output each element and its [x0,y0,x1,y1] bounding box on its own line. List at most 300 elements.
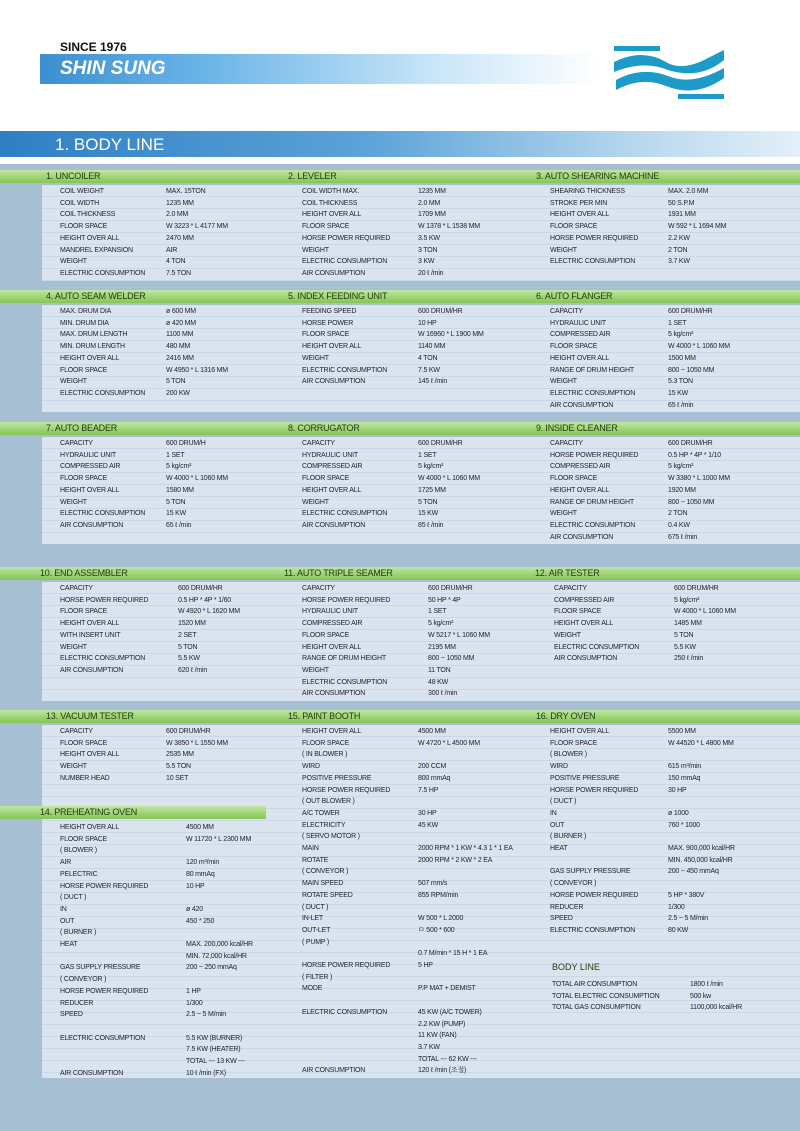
spec-value: 200 CCM [418,763,447,771]
spec-label: HEIGHT OVER ALL [302,211,362,219]
spec-value: 15 KW [418,510,439,518]
spec-value: 675 ℓ /min [668,533,698,541]
spec-label: HORSE POWER REQUIRED [550,891,639,899]
spec-value: MIN. 72,000 kcal/HR [186,952,247,960]
spec-value: 11 TON [428,666,451,674]
spec-label: HEIGHT OVER ALL [302,486,362,494]
spec-label: AIR CONSUMPTION [554,655,618,663]
spec-label: COMPRESSED AIR [554,596,615,604]
spec-label: ELECTRIC CONSUMPTION [550,521,636,529]
spec-label: ( OUT BLOWER ) [302,798,355,806]
spec-value: 7.5 TON [166,269,191,277]
spec-value: 1235 MM [166,199,194,207]
spec-label: HORSE POWER REQUIRED [60,596,149,604]
spec-value: 65 ℓ /min [668,401,694,409]
spec-value: 0.5 HP * 4P * 1/10 [668,451,721,459]
spec-label: ( BLOWER ) [550,751,587,759]
summary-value: 500 kw [690,992,711,1000]
spec-value: 1485 MM [674,620,702,628]
spec-label: WEIGHT [302,354,329,362]
spec-label: HEIGHT OVER ALL [60,486,120,494]
spec-value: 1 SET [166,451,185,459]
section-title: 5. INDEX FEEDING UNIT [288,291,388,301]
spec-label: FLOOR SPACE [60,475,108,483]
spec-label: WEIGHT [550,378,577,386]
spec-label: HORSE POWER REQUIRED [550,234,639,242]
spec-label: HEAT [550,845,568,852]
spec-value: 200 ~ 250 mmAq [186,964,237,972]
spec-value: 1709 MM [418,211,446,219]
spec-label: COIL WIDTH [60,199,99,207]
spec-value: 3.7 KW [418,1043,440,1051]
spec-value: 5 kg/cm² [166,463,192,471]
spec-value: 80 mmAq [186,870,215,878]
spec-label: FLOOR SPACE [60,608,108,616]
spec-value: 2416 MM [166,354,194,362]
spec-value: 10 HP [418,319,437,327]
spec-value: W 500 * L 2000 [418,915,464,923]
section-title: 11. AUTO TRIPLE SEAMER [284,568,393,578]
spec-label: HEIGHT OVER ALL [60,824,120,831]
brand-banner [40,54,600,84]
spec-value: 615 m³/min [668,763,702,771]
spec-value: 5 kg/cm² [668,331,694,339]
spec-value: TOTAL --- 62 KW --- [418,1055,477,1063]
spec-value: 2.2 KW (PUMP) [418,1020,466,1028]
spec-value: 5 kg/cm² [418,463,444,471]
spec-label: CAPACITY [302,440,335,447]
spec-label: ELECTRIC CONSUMPTION [60,655,146,663]
section-band [0,806,266,819]
spec-value: W 4000 * L 1060 MM [418,475,480,483]
spec-value: 30 HP [668,786,687,794]
spec-value: 85 ℓ /min [418,521,444,529]
spec-label: ELECTRIC CONSUMPTION [302,1008,388,1016]
spec-value: 4500 MM [418,728,446,735]
section-band [0,567,800,580]
spec-value: 1580 MM [166,486,194,494]
spec-label: FLOOR SPACE [302,331,350,339]
section-title: 1. UNCOILER [46,171,101,181]
spec-value: 1500 MM [668,354,696,362]
spec-label: ELECTRIC CONSUMPTION [302,510,388,518]
spec-value: W 4950 * L 1316 MM [166,366,228,374]
section-title: 1. BODY LINE [55,135,165,154]
spec-label: WEIGHT [60,258,87,266]
spec-label: COIL THICKNESS [60,211,116,219]
spec-value: 3 KW [418,258,435,266]
spec-label: CAPACITY [550,440,583,447]
spec-label: HEIGHT OVER ALL [550,211,610,219]
spec-label: CAPACITY [554,585,587,592]
spec-value: 0.7 M/min * 15 H * 1 EA [418,950,488,958]
spec-label: WITH INSERT UNIT [60,631,121,639]
spec-value: 600 DRUM/HR [668,308,713,315]
spec-label: HEIGHT OVER ALL [302,343,362,351]
spec-value: 4 TON [166,258,186,266]
spec-label: HORSE POWER REQUIRED [302,234,391,242]
spec-label: ELECTRIC CONSUMPTION [302,366,388,374]
spec-label: HORSE POWER REQUIRED [60,882,149,890]
spec-value: 1/300 [186,999,203,1007]
section-title: 4. AUTO SEAM WELDER [46,291,146,301]
spec-label: CAPACITY [550,308,583,315]
spec-label: ELECTRIC CONSUMPTION [554,643,640,651]
spec-value: 800 ~ 1050 MM [668,366,715,374]
spec-value: 150 mmAq [668,774,701,782]
spec-label: NUMBER HEAD [60,774,110,782]
spec-value: 45 KW [418,821,439,829]
spec-value: 45 KW (A/C TOWER) [418,1008,482,1016]
spec-label: RANGE OF DRUM HEIGHT [550,366,634,374]
spec-value: 5 HP [418,962,433,969]
spec-value: W 4920 * L 1620 MM [178,608,240,616]
spec-value: 120 m³/min [186,859,220,867]
spec-label: ELECTRIC CONSUMPTION [60,1034,146,1042]
spec-label: COMPRESSED AIR [60,463,121,471]
spec-value: 2.0 MM [418,199,441,207]
spec-value: 600 DRUM/HR [418,440,463,447]
spec-label: MAX. DRUM DIA [60,308,112,315]
spec-value: 600 DRUM/HR [428,585,473,592]
spec-label: MIN. DRUM LENGTH [60,343,125,351]
spec-value: 760 * 1000 [668,821,700,829]
spec-value: 5 TON [418,498,438,506]
spec-value: ø 1000 [668,809,689,817]
spec-label: ( PUMP ) [302,938,330,946]
spec-value: 1/300 [668,903,685,911]
spec-label: SPEED [60,1011,83,1019]
spec-value: 20 ℓ /min [418,269,444,277]
spec-value: 300 ℓ /min [428,690,458,698]
spec-label: HORSE POWER [302,319,354,327]
spec-label: HEAT [60,941,78,948]
spec-value: 1520 MM [178,620,206,628]
spec-value: MAX. 900,000 kcal/HR [668,845,735,852]
shin-sung-logo-icon [612,40,728,104]
spec-value: 800 mmAq [418,774,451,782]
spec-value: 50 HP * 4P [428,596,461,604]
spec-value: 5 TON [178,643,198,651]
spec-value: 48 KW [428,678,449,686]
spec-label: FLOOR SPACE [60,223,108,231]
spec-label: COMPRESSED AIR [302,463,363,471]
spec-label: ELECTRIC CONSUMPTION [302,678,388,686]
spec-value: MAX. 15TON [166,188,206,195]
section-title: 8. CORRUGATOR [288,423,360,433]
spec-value: W 3380 * L 1000 MM [668,475,730,483]
spec-value: 1235 MM [418,188,446,195]
spec-label: ELECTRIC CONSUMPTION [550,389,636,397]
spec-label: ( BURNER ) [550,833,587,841]
spec-label: HEIGHT OVER ALL [302,643,362,651]
section-title: 15. PAINT BOOTH [288,711,361,721]
spec-label: WIRD [550,763,568,771]
spec-label: FLOOR SPACE [550,475,598,483]
spec-value: W 4000 * L 1060 MM [668,343,730,351]
spec-value: W 44520 * L 4800 MM [668,739,734,747]
spec-label: HEIGHT OVER ALL [550,486,610,494]
spec-label: IN-LET [302,915,323,923]
spec-value: P.P MAT + DEMIST [418,985,476,993]
spec-label: HEIGHT OVER ALL [60,354,120,362]
section-title: 16. DRY OVEN [536,711,596,721]
spec-label: STROKE PER MIN [550,199,608,207]
spec-value: 800 ~ 1050 MM [668,498,715,506]
spec-label: ( SERVO MOTOR ) [302,833,360,841]
spec-value: 1 SET [668,319,687,327]
spec-label: ( BLOWER ) [60,847,97,855]
spec-value: 10 HP [186,882,205,890]
spec-label: COIL WEIGHT [60,188,104,195]
spec-label: CAPACITY [302,585,335,592]
brand-name: SHIN SUNG [60,58,166,79]
spec-value: 5 TON [166,378,186,386]
summary-value: 1800 ℓ /min [690,981,723,988]
spec-value: 2000 RPM * 1 KW * 4.3 1 * 1 EA [418,845,513,852]
spec-label: AIR CONSUMPTION [550,401,614,409]
spec-value: TOTAL --- 13 KW --- [186,1058,245,1065]
section-band [0,170,800,183]
spec-label: HORSE POWER REQUIRED [550,451,639,459]
spec-value: 2195 MM [428,643,456,651]
spec-label: FLOOR SPACE [550,223,598,231]
summary-title: BODY LINE [552,962,600,972]
spec-label: HYDRAULIC UNIT [302,451,358,459]
spec-value: W 4000 * L 1060 MM [166,475,228,483]
spec-label: MAIN SPEED [302,880,344,888]
spec-label: HORSE POWER REQUIRED [302,596,391,604]
spec-value: MAX. 2.0 MM [668,188,709,195]
spec-label: COIL THICKNESS [302,199,358,207]
spec-label: OUT [550,821,565,829]
spec-value: 600 DRUM/HR [418,308,463,315]
since-label: SINCE 1976 [60,40,127,54]
spec-label: HEIGHT OVER ALL [60,620,120,628]
spec-label: HEIGHT OVER ALL [550,728,610,735]
spec-value: 5 TON [166,498,186,506]
section-title-banner [0,131,800,157]
spec-label: ( CONVEYOR ) [550,880,597,888]
spec-value: 5.5 KW [178,655,200,663]
spec-value: 250 ℓ /min [674,655,704,663]
spec-label: SHEARING THICKNESS [550,188,625,195]
summary-label: TOTAL ELECTRIC CONSUMPTION [552,992,660,1000]
spec-label: WEIGHT [302,666,329,674]
spec-value: W 1378 * L 1538 MM [418,223,480,231]
spec-value: 1725 MM [418,486,446,494]
spec-label: MIN. DRUM DIA [60,319,109,327]
spec-value: 450 * 250 [186,917,215,925]
spec-value: W 3223 * L 4177 MM [166,223,228,231]
spec-value: W 16960 * L 1900 MM [418,331,484,339]
spec-label: HORSE POWER REQUIRED [302,786,391,794]
spec-label: A/C TOWER [302,809,340,817]
spec-value: 120 ℓ /min (조절) [418,1067,467,1075]
spec-label: COIL WIDTH MAX. [302,188,360,195]
spec-label: GAS SUPPLY PRESSURE [60,964,141,972]
spec-value: 855 RPM/min [418,891,459,899]
section-title: 9. INSIDE CLEANER [536,423,618,433]
spec-value: 200 ~ 450 mmAq [668,868,719,876]
spec-label: HEIGHT OVER ALL [60,234,120,242]
spec-label: HEIGHT OVER ALL [60,751,120,759]
spec-value: 1 HP [186,987,201,995]
spec-label: FLOOR SPACE [302,739,350,747]
spec-label: FLOOR SPACE [302,475,350,483]
spec-label: HYDRAULIC UNIT [60,451,116,459]
spec-label: MAX. DRUM LENGTH [60,331,128,339]
spec-value: 3.7 KW [668,258,690,266]
spec-value: W 592 * L 1694 MM [668,223,727,231]
spec-value: W 5217 * L 1060 MM [428,631,490,639]
spec-sheet [0,164,800,1131]
section-title: 7. AUTO BEADER [46,423,118,433]
spec-label: ELECTRIC CONSUMPTION [60,269,146,277]
spec-value: MAX. 200,000 kcal/HR [186,941,253,948]
spec-label: ( DUCT ) [60,894,87,902]
spec-value: 5500 MM [668,728,696,735]
spec-value: 145 ℓ /min [418,378,448,386]
spec-value: 2470 MM [166,234,194,242]
spec-label: ELECTRIC CONSUMPTION [550,258,636,266]
spec-value: 5.5 KW (BURNER) [186,1034,243,1042]
spec-value: 7.5 HP [418,786,439,794]
spec-value: 3 TON [418,246,438,254]
spec-label: ELECTRIC CONSUMPTION [550,926,636,934]
spec-label: FLOOR SPACE [554,608,602,616]
spec-value: 65 ℓ /min [166,521,192,529]
spec-value: 200 KW [166,389,190,397]
spec-label: HEIGHT OVER ALL [550,354,610,362]
spec-label: FLOOR SPACE [60,739,108,747]
spec-value: 1140 MM [418,343,446,351]
spec-value: 600 DRUM/HR [674,585,719,592]
spec-label: FLOOR SPACE [60,366,108,374]
spec-label: ( CONVEYOR ) [60,976,107,984]
spec-value: 2.5 ~ 5 M/min [186,1011,227,1019]
spec-value: ㅁ 500 * 600 [418,926,455,934]
spec-label: CAPACITY [60,585,93,592]
spec-label: ( CONVEYOR ) [302,868,349,876]
spec-label: ELECTRIC CONSUMPTION [60,389,146,397]
spec-label: RANGE OF DRUM HEIGHT [302,655,386,663]
spec-value: 507 mm/s [418,880,448,888]
spec-value: 15 KW [668,389,689,397]
summary-value: 1100,000 kcal/HR [690,1004,742,1012]
spec-label: GAS SUPPLY PRESSURE [550,868,631,876]
spec-value: 5 kg/cm² [428,620,454,628]
spec-label: WEIGHT [554,631,581,639]
page-header [0,0,800,130]
spec-value: 15 KW [166,510,187,518]
spec-label: AIR [60,859,72,867]
spec-value: 5 HP * 380V [668,891,705,899]
spec-value: 5 kg/cm² [668,463,694,471]
section-title: 14. PREHEATING OVEN [40,807,138,817]
spec-label: FEEDING SPEED [302,308,357,315]
spec-label: MODE [302,985,323,993]
spec-value: W 4000 * L 1060 MM [674,608,736,616]
section-title: 12. AIR TESTER [535,568,600,578]
spec-label: HEIGHT OVER ALL [302,728,362,735]
spec-value: 2.5 ~ 5 M/min [668,915,709,923]
spec-value: 80 KW [668,926,689,934]
spec-value: 1 SET [418,451,437,459]
summary-label: TOTAL GAS CONSUMPTION [552,1004,641,1012]
spec-label: ELECTRIC CONSUMPTION [302,258,388,266]
spec-label: CAPACITY [60,440,93,447]
spec-value: W 4720 * L 4500 MM [418,739,480,747]
spec-value: 5 TON [674,631,694,639]
spec-label: ( BURNER ) [60,929,97,937]
spec-value: 30 HP [418,809,437,817]
spec-label: AIR CONSUMPTION [60,1069,124,1077]
spec-value: 2.0 MM [166,211,189,219]
spec-value: 480 MM [166,343,191,351]
spec-value: ø 600 MM [166,308,196,315]
spec-value: 7.5 KW [418,366,440,374]
spec-label: AIR CONSUMPTION [302,1067,366,1075]
spec-label: WEIGHT [60,643,87,651]
spec-label: WEIGHT [550,246,577,254]
spec-label: AIR CONSUMPTION [60,521,124,529]
spec-value: 10 ℓ /min (FX) [186,1069,226,1077]
spec-value: 5.3 TON [668,378,693,386]
spec-value: 10 SET [166,774,189,782]
section-title: 10. END ASSEMBLER [40,568,128,578]
spec-value: 800 ~ 1050 MM [428,655,475,663]
spec-label: ( DUCT ) [302,903,329,911]
spec-label: WEIGHT [302,246,329,254]
spec-label: FLOOR SPACE [302,631,350,639]
spec-value: 600 DRUM/H [166,440,206,447]
spec-label: ELECTRICITY [302,821,346,829]
spec-label: AIR CONSUMPTION [550,533,614,541]
spec-value: 1 SET [428,608,447,616]
spec-label: FLOOR SPACE [550,739,598,747]
spec-label: ELECTRIC CONSUMPTION [60,510,146,518]
section-band [0,710,800,723]
spec-label: WEIGHT [60,498,87,506]
spec-label: PELECTRIC [60,870,98,878]
spec-label: AIR CONSUMPTION [60,666,124,674]
spec-label: ( DUCT ) [550,798,577,806]
spec-label: MAIN [302,845,319,852]
spec-value: 620 ℓ /min [178,666,208,674]
spec-label: WEIGHT [550,510,577,518]
section-title: 3. AUTO SHEARING MACHINE [536,171,660,181]
section-title: 13. VACUUM TESTER [46,711,134,721]
spec-label: IN [60,905,67,913]
spec-label: HORSE POWER REQUIRED [302,962,391,969]
spec-value: 3.5 KW [418,234,440,242]
spec-label: HORSE POWER REQUIRED [550,786,639,794]
spec-value: 600 DRUM/HR [668,440,713,447]
spec-label: FLOOR SPACE [550,343,598,351]
spec-value: 4500 MM [186,824,214,831]
spec-value: 2535 MM [166,751,194,759]
spec-label: POSITIVE PRESSURE [302,774,372,782]
spec-label: ( IN BLOWER ) [302,751,348,759]
spec-label: COMPRESSED AIR [550,331,611,339]
section-band [0,290,800,303]
spec-label: REDUCER [60,999,94,1007]
spec-label: ROTATE [302,856,329,864]
spec-label: SPEED [550,915,573,923]
section-band [0,422,800,435]
spec-label: IN [550,809,557,817]
